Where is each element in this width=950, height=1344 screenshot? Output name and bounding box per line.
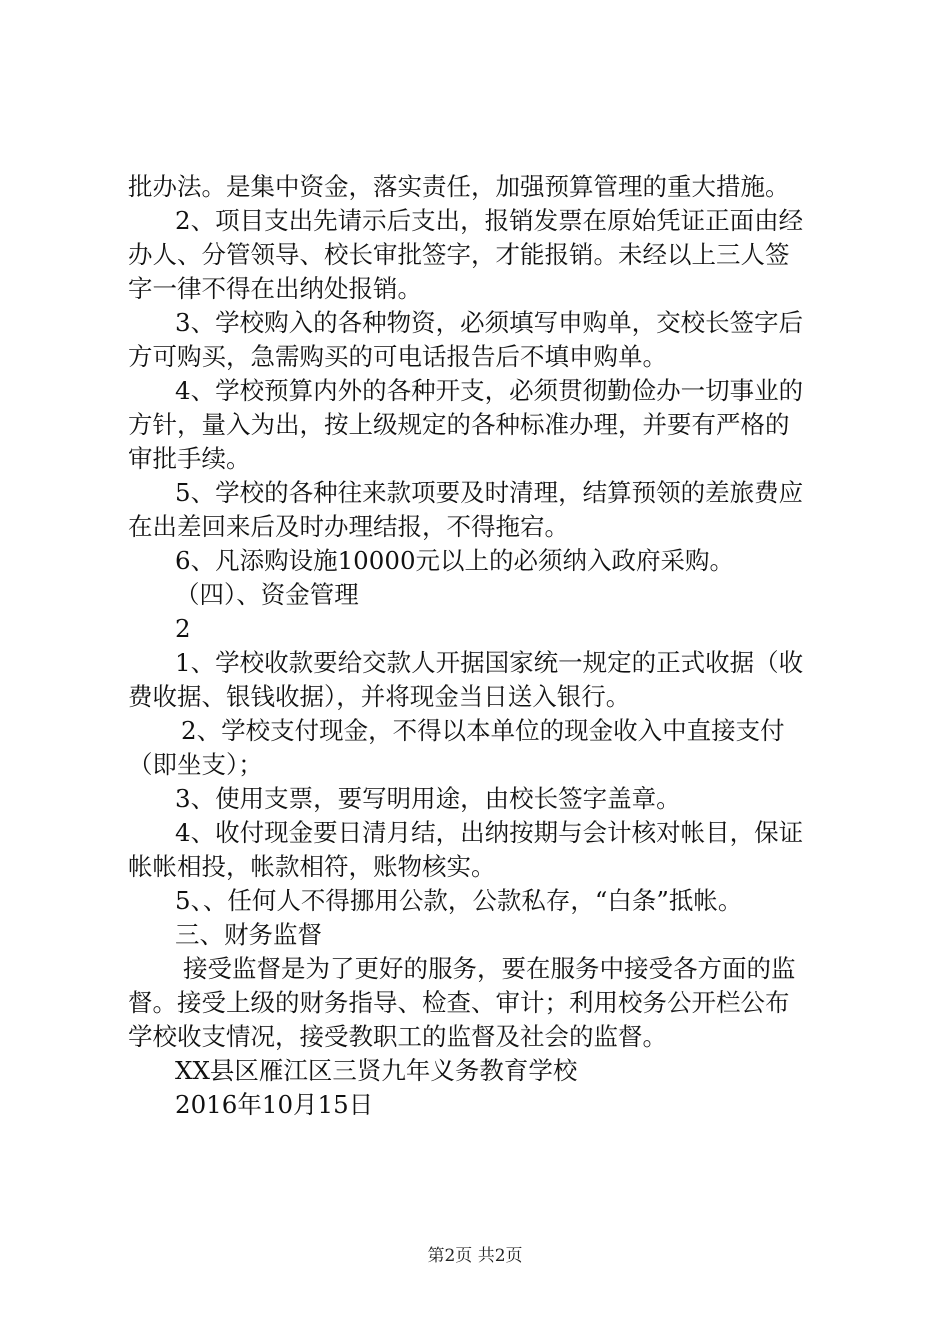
text-line: 3、学校购入的各种物资，必须填写申购单，交校长签字后 [175, 308, 804, 337]
text-line: 3、使用支票，要写明用途，由校长签字盖章。 [175, 784, 681, 813]
text-line: 2、学校支付现金，不得以本单位的现金收入中直接支付 [181, 716, 785, 745]
section-heading: （四）、资金管理 [175, 580, 359, 609]
text-line: 督。接受上级的财务指导、检查、审计；利用校务公开栏公布 [128, 988, 790, 1017]
page-footer: 第2页 共2页 [427, 1246, 523, 1266]
text-line: 在出差回来后及时办理结报，不得拖宕。 [128, 512, 569, 541]
text-line: 4、学校预算内外的各种开支，必须贯彻勤俭办一切事业的 [175, 376, 804, 405]
text-line: （即坐支）； [128, 750, 263, 779]
text-line: 5、学校的各种往来款项要及时清理，结算预领的差旅费应 [175, 478, 804, 507]
text-line: 接受监督是为了更好的服务，要在服务中接受各方面的监 [183, 954, 796, 983]
text-line: 2、项目支出先请示后支出，报销发票在原始凭证正面由经 [175, 206, 804, 235]
text-line: 帐帐相投，帐款相符，账物核实。 [128, 852, 496, 881]
text-line: 5、、任何人不得挪用公款，公款私存，“白条”抵帐。 [175, 886, 743, 915]
text-line: 办人、分管领导、校长审批签字，才能报销。未经以上三人签 [128, 240, 790, 269]
text-line: 6、凡添购设施10000元以上的必须纳入政府采购。 [175, 546, 735, 575]
text-line: 1、学校收款要给交款人开据国家统一规定的正式收据（收 [175, 648, 804, 677]
document-body [128, 170, 828, 1122]
text-line: 批办法。是集中资金，落实责任，加强预算管理的重大措施。 [128, 172, 790, 201]
signature-date: 2016年10月15日 [175, 1090, 374, 1119]
text-line: 2 [175, 614, 191, 643]
text-line: 学校收支情况，接受教职工的监督及社会的监督。 [128, 1022, 667, 1051]
signature-organization: XX县区雁江区三贤九年义务教育学校 [175, 1056, 578, 1085]
text-line: 方针，量入为出，按上级规定的各种标准办理，并要有严格的 [128, 410, 790, 439]
text-line: 审批手续。 [128, 444, 251, 473]
text-line: 方可购买，急需购买的可电话报告后不填申购单。 [128, 342, 667, 371]
text-line: 费收据、银钱收据），并将现金当日送入银行。 [128, 682, 631, 711]
section-heading: 三、财务监督 [175, 920, 322, 949]
text-line: 4、收付现金要日清月结，出纳按期与会计核对帐目，保证 [175, 818, 804, 847]
text-line: 字一律不得在出纳处报销。 [128, 274, 422, 303]
